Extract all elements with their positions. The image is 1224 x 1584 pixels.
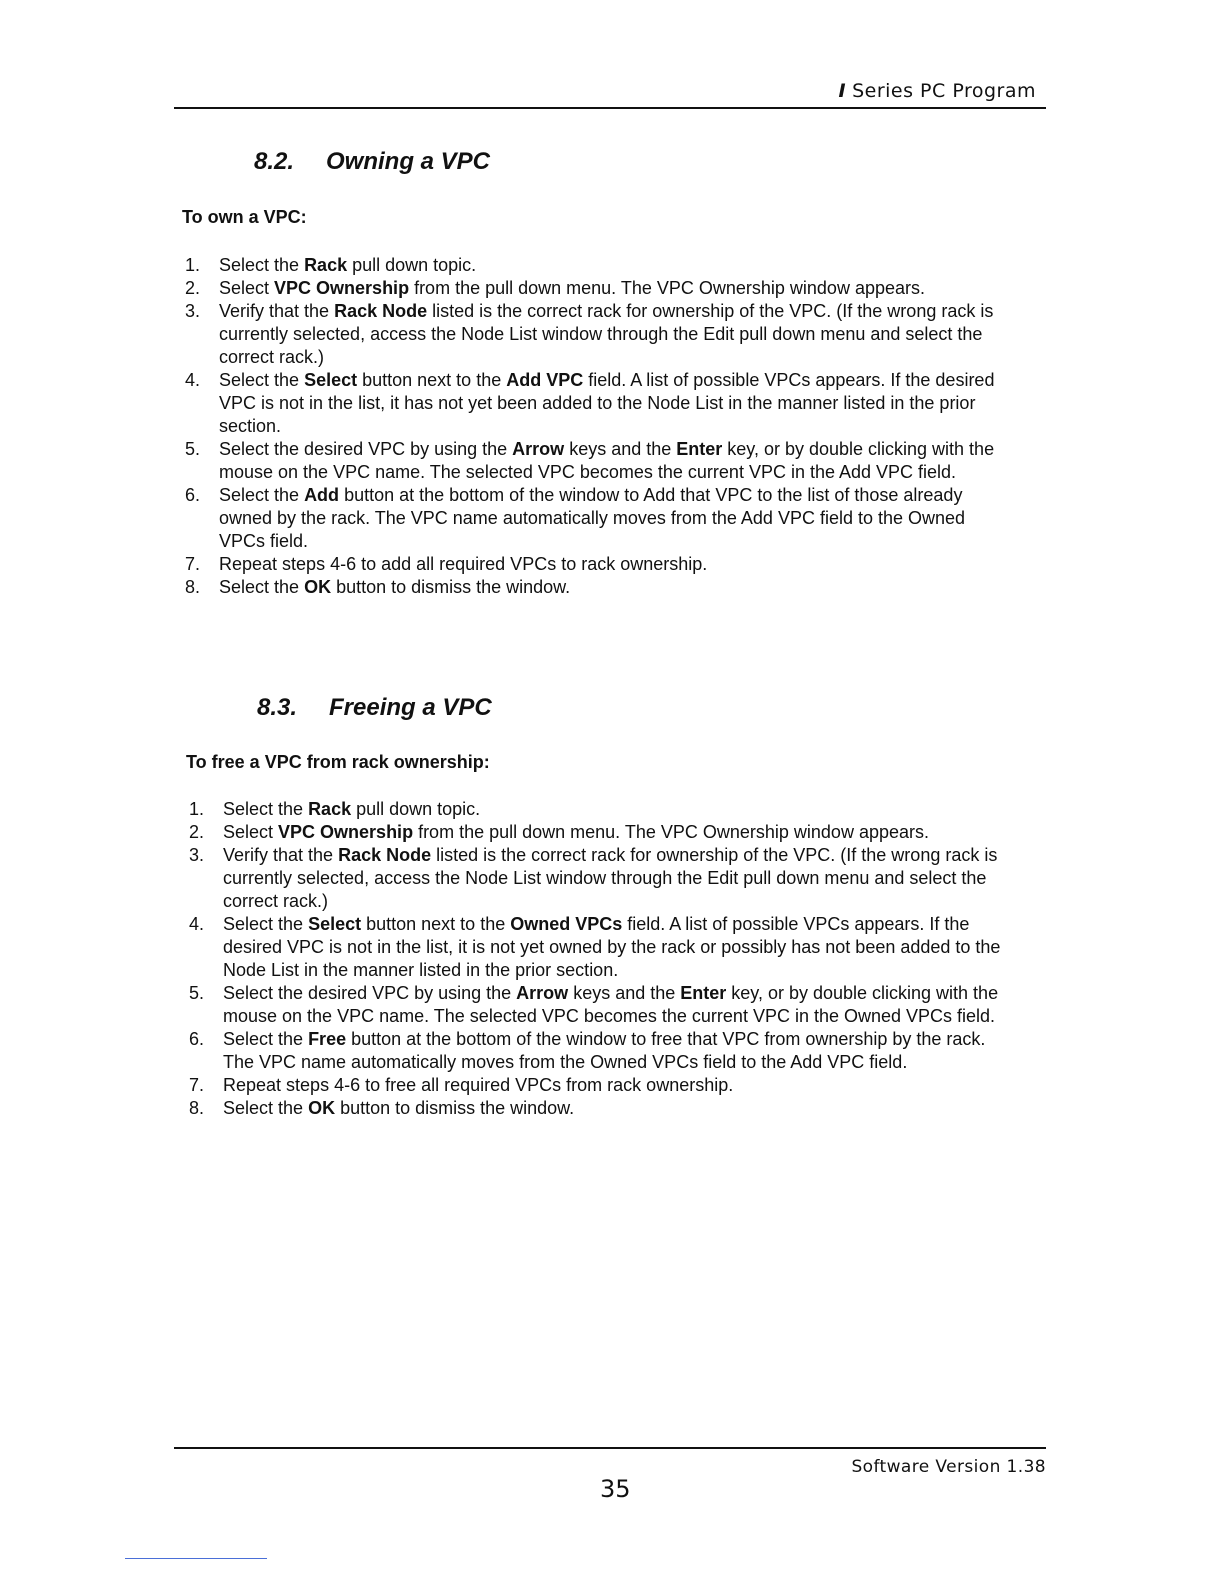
step-text: Select the [219,577,305,597]
section-number: 8.2. [254,148,295,175]
step-text: field. A list of possible VPCs appears. If the desired VPC is not in the list, it has not yet been added to the Node List in the manner listed in the prior section. [219,370,995,436]
step-text: button next to the [361,914,511,934]
step-item [183,369,1013,438]
step-number: 2. [189,822,205,842]
step-number: 1. [189,799,205,819]
step-item [187,821,1017,844]
step-text: keys and the [568,983,681,1003]
step-text: listed is the correct rack for ownership of the VPC. (If the wrong rack is currently selected, access the Node List window through the Edit pull down menu and select the correct rack.) [219,301,994,367]
section-heading-owning [254,148,490,176]
step-item [183,484,1013,553]
step-text: keys and the [564,439,677,459]
step-text: from the pull down menu. The VPC Ownership window appears. [413,822,929,842]
step-keyword: OK [308,1098,336,1118]
footer-rule [174,1447,1046,1449]
running-header [839,80,1036,102]
step-text: key, or by double clicking with the mouse on the VPC name. The selected VPC becomes the current VPC in the Owned VPCs field. [223,983,999,1026]
step-text: pull down topic. [351,799,481,819]
step-keyword: Enter [680,983,727,1003]
step-keyword: Enter [676,439,723,459]
step-keyword: VPC Ownership [278,822,414,842]
step-item [187,1097,1017,1120]
step-number: 3. [189,845,205,865]
step-item [183,438,1013,484]
section-intro: To own a VPC: [182,207,307,227]
step-keyword: Arrow [516,983,569,1003]
header-accent: I [838,80,847,102]
step-keyword: Add VPC [506,370,584,390]
step-item [183,277,1013,300]
step-keyword: Rack Node [334,301,428,321]
step-text: Select the [223,914,309,934]
step-item [187,1074,1017,1097]
step-number: 7. [185,554,201,574]
step-text: field. A list of possible VPCs appears. If the desired VPC is not in the list, it is not yet owned by the rack or possibly has not been added to the Node List in the manner listed in the prior section. [223,914,1001,980]
step-text: Select the desired VPC by using the [219,439,513,459]
step-number: 7. [189,1075,205,1095]
section-title: Freeing a VPC [329,694,492,721]
step-item [183,553,1013,576]
step-text: Repeat steps 4-6 to free all required VPCs from rack ownership. [223,1075,734,1095]
step-text: key, or by double clicking with the mouse on the VPC name. The selected VPC becomes the current VPC in the Add VPC field. [219,439,995,482]
step-keyword: Free [308,1029,347,1049]
scan-artifact-line [125,1558,267,1559]
step-number: 4. [189,914,205,934]
step-item [183,300,1013,369]
step-number: 1. [185,255,201,275]
header-title: Series PC Program [852,80,1036,102]
step-text: from the pull down menu. The VPC Ownership window appears. [409,278,925,298]
step-text: Select the [223,1098,309,1118]
step-text: button to dismiss the window. [335,1098,575,1118]
section-intro: To free a VPC from rack ownership: [186,752,490,772]
step-text: Repeat steps 4-6 to add all required VPCs to rack ownership. [219,554,708,574]
step-text: Select the [223,799,309,819]
step-text: button to dismiss the window. [331,577,571,597]
step-text: button next to the [357,370,507,390]
header-rule [174,107,1046,109]
page-number: 35 [600,1475,631,1503]
section-heading-freeing [257,694,492,722]
step-number: 5. [189,983,205,1003]
step-keyword: Add [304,485,340,505]
step-keyword: OK [304,577,332,597]
step-text: Select the [219,370,305,390]
step-list-owning [183,254,1013,599]
section-number: 8.3. [257,694,298,721]
step-item [187,1028,1017,1074]
section-title: Owning a VPC [326,148,491,175]
step-keyword: Select [304,370,358,390]
step-text: button at the bottom of the window to free that VPC from ownership by the rack. The VPC name automatically moves from the Owned VPCs field to the Add VPC field. [223,1029,986,1072]
step-keyword: Arrow [512,439,565,459]
step-text: Select [223,822,279,842]
step-text: Select the [223,1029,309,1049]
step-number: 6. [189,1029,205,1049]
step-keyword: Owned VPCs [510,914,623,934]
step-item [183,576,1013,599]
step-keyword: Rack Node [338,845,432,865]
step-text: Select [219,278,275,298]
step-item [187,798,1017,821]
step-number: 6. [185,485,201,505]
step-number: 4. [185,370,201,390]
step-number: 3. [185,301,201,321]
step-text: listed is the correct rack for ownership of the VPC. (If the wrong rack is currently selected, access the Node List window through the Edit pull down menu and select the correct rack.) [223,845,998,911]
step-number: 8. [189,1098,205,1118]
step-list-freeing [187,798,1017,1120]
step-text: Verify that the [219,301,335,321]
step-keyword: VPC Ownership [274,278,410,298]
step-text: Select the [219,485,305,505]
step-text: Verify that the [223,845,339,865]
step-number: 2. [185,278,201,298]
step-keyword: Rack [304,255,348,275]
step-number: 8. [185,577,201,597]
step-keyword: Select [308,914,362,934]
step-item [187,982,1017,1028]
step-text: Select the desired VPC by using the [223,983,517,1003]
step-text: button at the bottom of the window to Add that VPC to the list of those already owned by the rack. The VPC name automatically moves from the Add VPC field to the Owned VPCs field. [219,485,966,551]
step-number: 5. [185,439,201,459]
step-item [187,913,1017,982]
step-item [183,254,1013,277]
step-keyword: Rack [308,799,352,819]
step-text: Select the [219,255,305,275]
step-text: pull down topic. [347,255,477,275]
software-version: Software Version 1.38 [851,1457,1046,1477]
step-item [187,844,1017,913]
